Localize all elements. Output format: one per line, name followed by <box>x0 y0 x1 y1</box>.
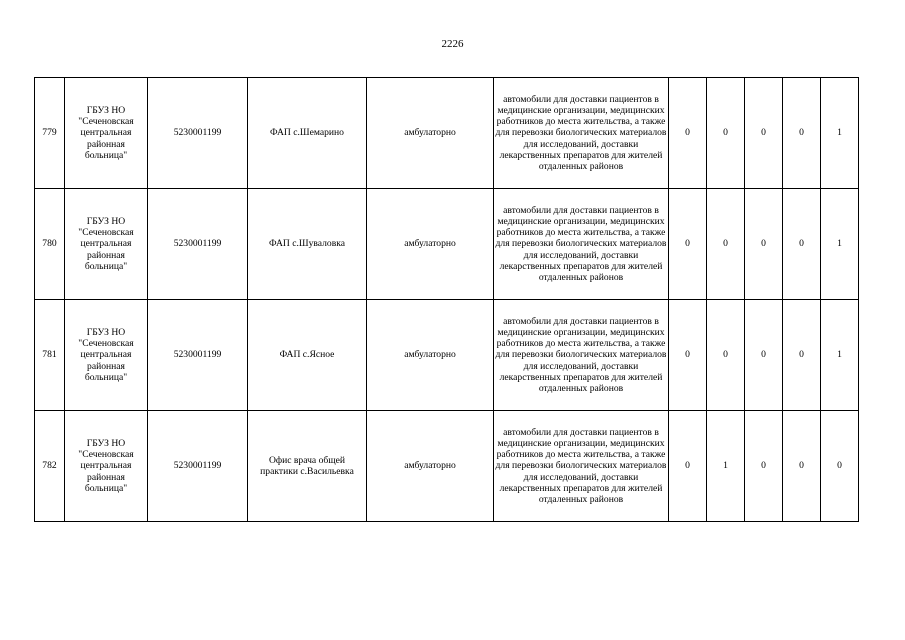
value-cell-4: 0 <box>783 189 821 300</box>
value-cell-2: 0 <box>707 78 745 189</box>
purpose-cell: автомобили для доставки пациентов в медицинские организации, медицинских работников до места жительства, а также для перевозки биологических материалов для исследований, доставки лекарственных препаратов для жителей отдаленных районов <box>494 300 669 411</box>
value-cell-3: 0 <box>745 300 783 411</box>
facility-cell: ФАП с.Шемарино <box>248 78 367 189</box>
page-number: 2226 <box>441 38 464 50</box>
value-cell-1: 0 <box>669 78 707 189</box>
value-cell-1: 0 <box>669 411 707 522</box>
value-cell-5: 1 <box>821 189 859 300</box>
facility-cell: Офис врача общей практики с.Васильевка <box>248 411 367 522</box>
row-number: 781 <box>35 300 65 411</box>
inn-cell: 5230001199 <box>148 411 248 522</box>
value-cell-5: 0 <box>821 411 859 522</box>
purpose-cell: автомобили для доставки пациентов в медицинские организации, медицинских работников до места жительства, а также для перевозки биологических материалов для исследований, доставки лекарственных препаратов для жителей отдаленных районов <box>494 411 669 522</box>
inn-cell: 5230001199 <box>148 189 248 300</box>
facility-cell: ФАП с.Шуваловка <box>248 189 367 300</box>
inn-cell: 5230001199 <box>148 78 248 189</box>
value-cell-3: 0 <box>745 189 783 300</box>
purpose-cell: автомобили для доставки пациентов в медицинские организации, медицинских работников до места жительства, а также для перевозки биологических материалов для исследований, доставки лекарственных препаратов для жителей отдаленных районов <box>494 78 669 189</box>
value-cell-4: 0 <box>783 78 821 189</box>
table-row <box>35 300 859 411</box>
organization-cell: ГБУЗ НО "Сеченовская центральная районная больница" <box>65 189 148 300</box>
table-row <box>35 189 859 300</box>
facility-cell: ФАП с.Ясное <box>248 300 367 411</box>
inn-cell: 5230001199 <box>148 300 248 411</box>
value-cell-5: 1 <box>821 300 859 411</box>
value-cell-3: 0 <box>745 78 783 189</box>
purpose-cell: автомобили для доставки пациентов в медицинские организации, медицинских работников до места жительства, а также для перевозки биологических материалов для исследований, доставки лекарственных препаратов для жителей отдаленных районов <box>494 189 669 300</box>
data-table <box>34 77 859 522</box>
value-cell-2: 0 <box>707 189 745 300</box>
value-cell-1: 0 <box>669 189 707 300</box>
value-cell-2: 1 <box>707 411 745 522</box>
care-type-cell: амбулаторно <box>367 411 494 522</box>
care-type-cell: амбулаторно <box>367 300 494 411</box>
value-cell-3: 0 <box>745 411 783 522</box>
value-cell-2: 0 <box>707 300 745 411</box>
row-number: 780 <box>35 189 65 300</box>
value-cell-4: 0 <box>783 411 821 522</box>
value-cell-4: 0 <box>783 300 821 411</box>
row-number: 782 <box>35 411 65 522</box>
care-type-cell: амбулаторно <box>367 189 494 300</box>
organization-cell: ГБУЗ НО "Сеченовская центральная районная больница" <box>65 78 148 189</box>
value-cell-1: 0 <box>669 300 707 411</box>
table-row <box>35 78 859 189</box>
row-number: 779 <box>35 78 65 189</box>
organization-cell: ГБУЗ НО "Сеченовская центральная районная больница" <box>65 411 148 522</box>
care-type-cell: амбулаторно <box>367 78 494 189</box>
table-row <box>35 411 859 522</box>
organization-cell: ГБУЗ НО "Сеченовская центральная районная больница" <box>65 300 148 411</box>
value-cell-5: 1 <box>821 78 859 189</box>
